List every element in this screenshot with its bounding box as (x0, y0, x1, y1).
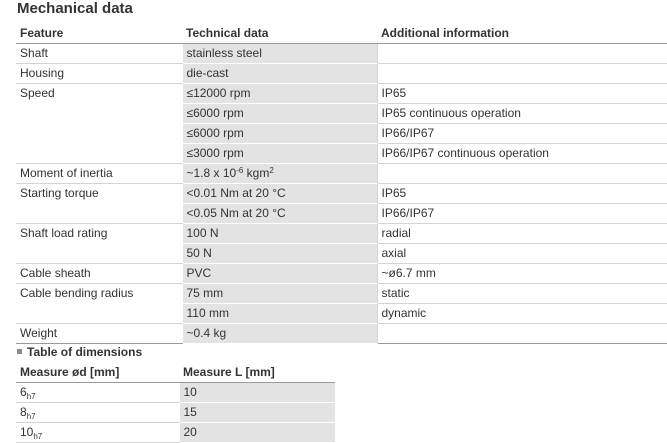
inertia-unit-exponent: 2 (269, 166, 274, 175)
additional-info-cell: IP66/IP67 continuous operation (377, 144, 667, 164)
technical-data-cell: ≤6000 rpm (182, 104, 377, 124)
technical-data-cell: 110 mm (182, 304, 377, 324)
feature-cell: Moment of inertia (16, 164, 182, 184)
additional-info-cell (377, 44, 667, 64)
column-header-measure-l: Measure L [mm] (179, 363, 335, 383)
feature-cell: Cable bending radius (16, 284, 182, 324)
technical-data-cell: 50 N (182, 244, 377, 264)
table-row (16, 324, 667, 344)
technical-data-cell: <0.01 Nm at 20 °C (182, 184, 377, 204)
additional-info-cell: IP65 (377, 84, 667, 104)
feature-cell: Shaft load rating (16, 224, 182, 264)
additional-info-cell: IP66/IP67 (377, 124, 667, 144)
technical-data-cell: die-cast (182, 64, 377, 84)
inertia-exponent: -6 (236, 166, 244, 175)
column-header-technical-data: Technical data (182, 24, 377, 44)
inertia-value: ~1.8 x 10 (186, 166, 237, 180)
additional-info-cell: dynamic (377, 304, 667, 324)
inertia-unit: kgm (243, 166, 270, 180)
technical-data-cell: ≤3000 rpm (182, 144, 377, 164)
additional-info-cell: ~ø6.7 mm (377, 264, 667, 284)
measure-l-cell: 15 (179, 403, 335, 423)
measure-d-cell (16, 403, 179, 423)
additional-info-cell: radial (377, 224, 667, 244)
column-header-additional-information: Additional information (377, 24, 667, 44)
technical-data-cell: ~0.4 kg (182, 324, 377, 344)
page-title: Mechanical data (17, 0, 133, 17)
feature-cell: Starting torque (16, 184, 182, 224)
table-header-row (16, 363, 335, 383)
additional-info-cell (377, 64, 667, 84)
feature-cell: Weight (16, 324, 182, 344)
column-header-feature: Feature (16, 24, 182, 44)
feature-cell: Speed (16, 84, 182, 164)
additional-info-cell: IP65 (377, 184, 667, 204)
additional-info-cell: IP66/IP67 (377, 204, 667, 224)
dimensions-heading (17, 343, 142, 361)
tolerance-class: h7 (33, 432, 43, 441)
table-row (16, 264, 667, 284)
technical-data-cell: PVC (182, 264, 377, 284)
diameter-value: 6 (20, 385, 27, 399)
table-row (16, 284, 667, 304)
technical-data-cell: 75 mm (182, 284, 377, 304)
technical-data-cell (182, 164, 377, 184)
tolerance-class: h7 (26, 392, 36, 401)
table-row (16, 224, 667, 244)
additional-info-cell: IP65 continuous operation (377, 104, 667, 124)
diameter-value: 10 (20, 425, 34, 439)
dimensions-table (16, 363, 335, 443)
tolerance-class: h7 (26, 412, 36, 421)
table-row (16, 383, 335, 403)
technical-data-cell: ≤12000 rpm (182, 84, 377, 104)
diameter-value: 8 (20, 405, 27, 419)
additional-info-cell (377, 324, 667, 344)
table-row (16, 403, 335, 423)
table-row (16, 164, 667, 184)
measure-l-cell: 10 (179, 383, 335, 403)
additional-info-cell: axial (377, 244, 667, 264)
technical-data-cell: 100 N (182, 224, 377, 244)
feature-cell: Housing (16, 64, 182, 84)
additional-info-cell (377, 164, 667, 184)
table-row (16, 184, 667, 204)
table-header-row (16, 24, 667, 44)
square-bullet-icon (17, 349, 22, 354)
technical-data-cell: ≤6000 rpm (182, 124, 377, 144)
column-header-measure-d: Measure ød [mm] (16, 363, 179, 383)
measure-l-cell: 20 (179, 423, 335, 443)
technical-data-cell: stainless steel (182, 44, 377, 64)
measure-d-cell (16, 383, 179, 403)
feature-cell: Cable sheath (16, 264, 182, 284)
mechanical-data-table (16, 24, 667, 344)
additional-info-cell: static (377, 284, 667, 304)
table-row (16, 423, 335, 443)
feature-cell: Shaft (16, 44, 182, 64)
dimensions-heading-label: Table of dimensions (27, 345, 143, 359)
measure-d-cell (16, 423, 179, 443)
table-row (16, 44, 667, 64)
table-row (16, 84, 667, 104)
technical-data-cell: <0.05 Nm at 20 °C (182, 204, 377, 224)
table-row (16, 64, 667, 84)
